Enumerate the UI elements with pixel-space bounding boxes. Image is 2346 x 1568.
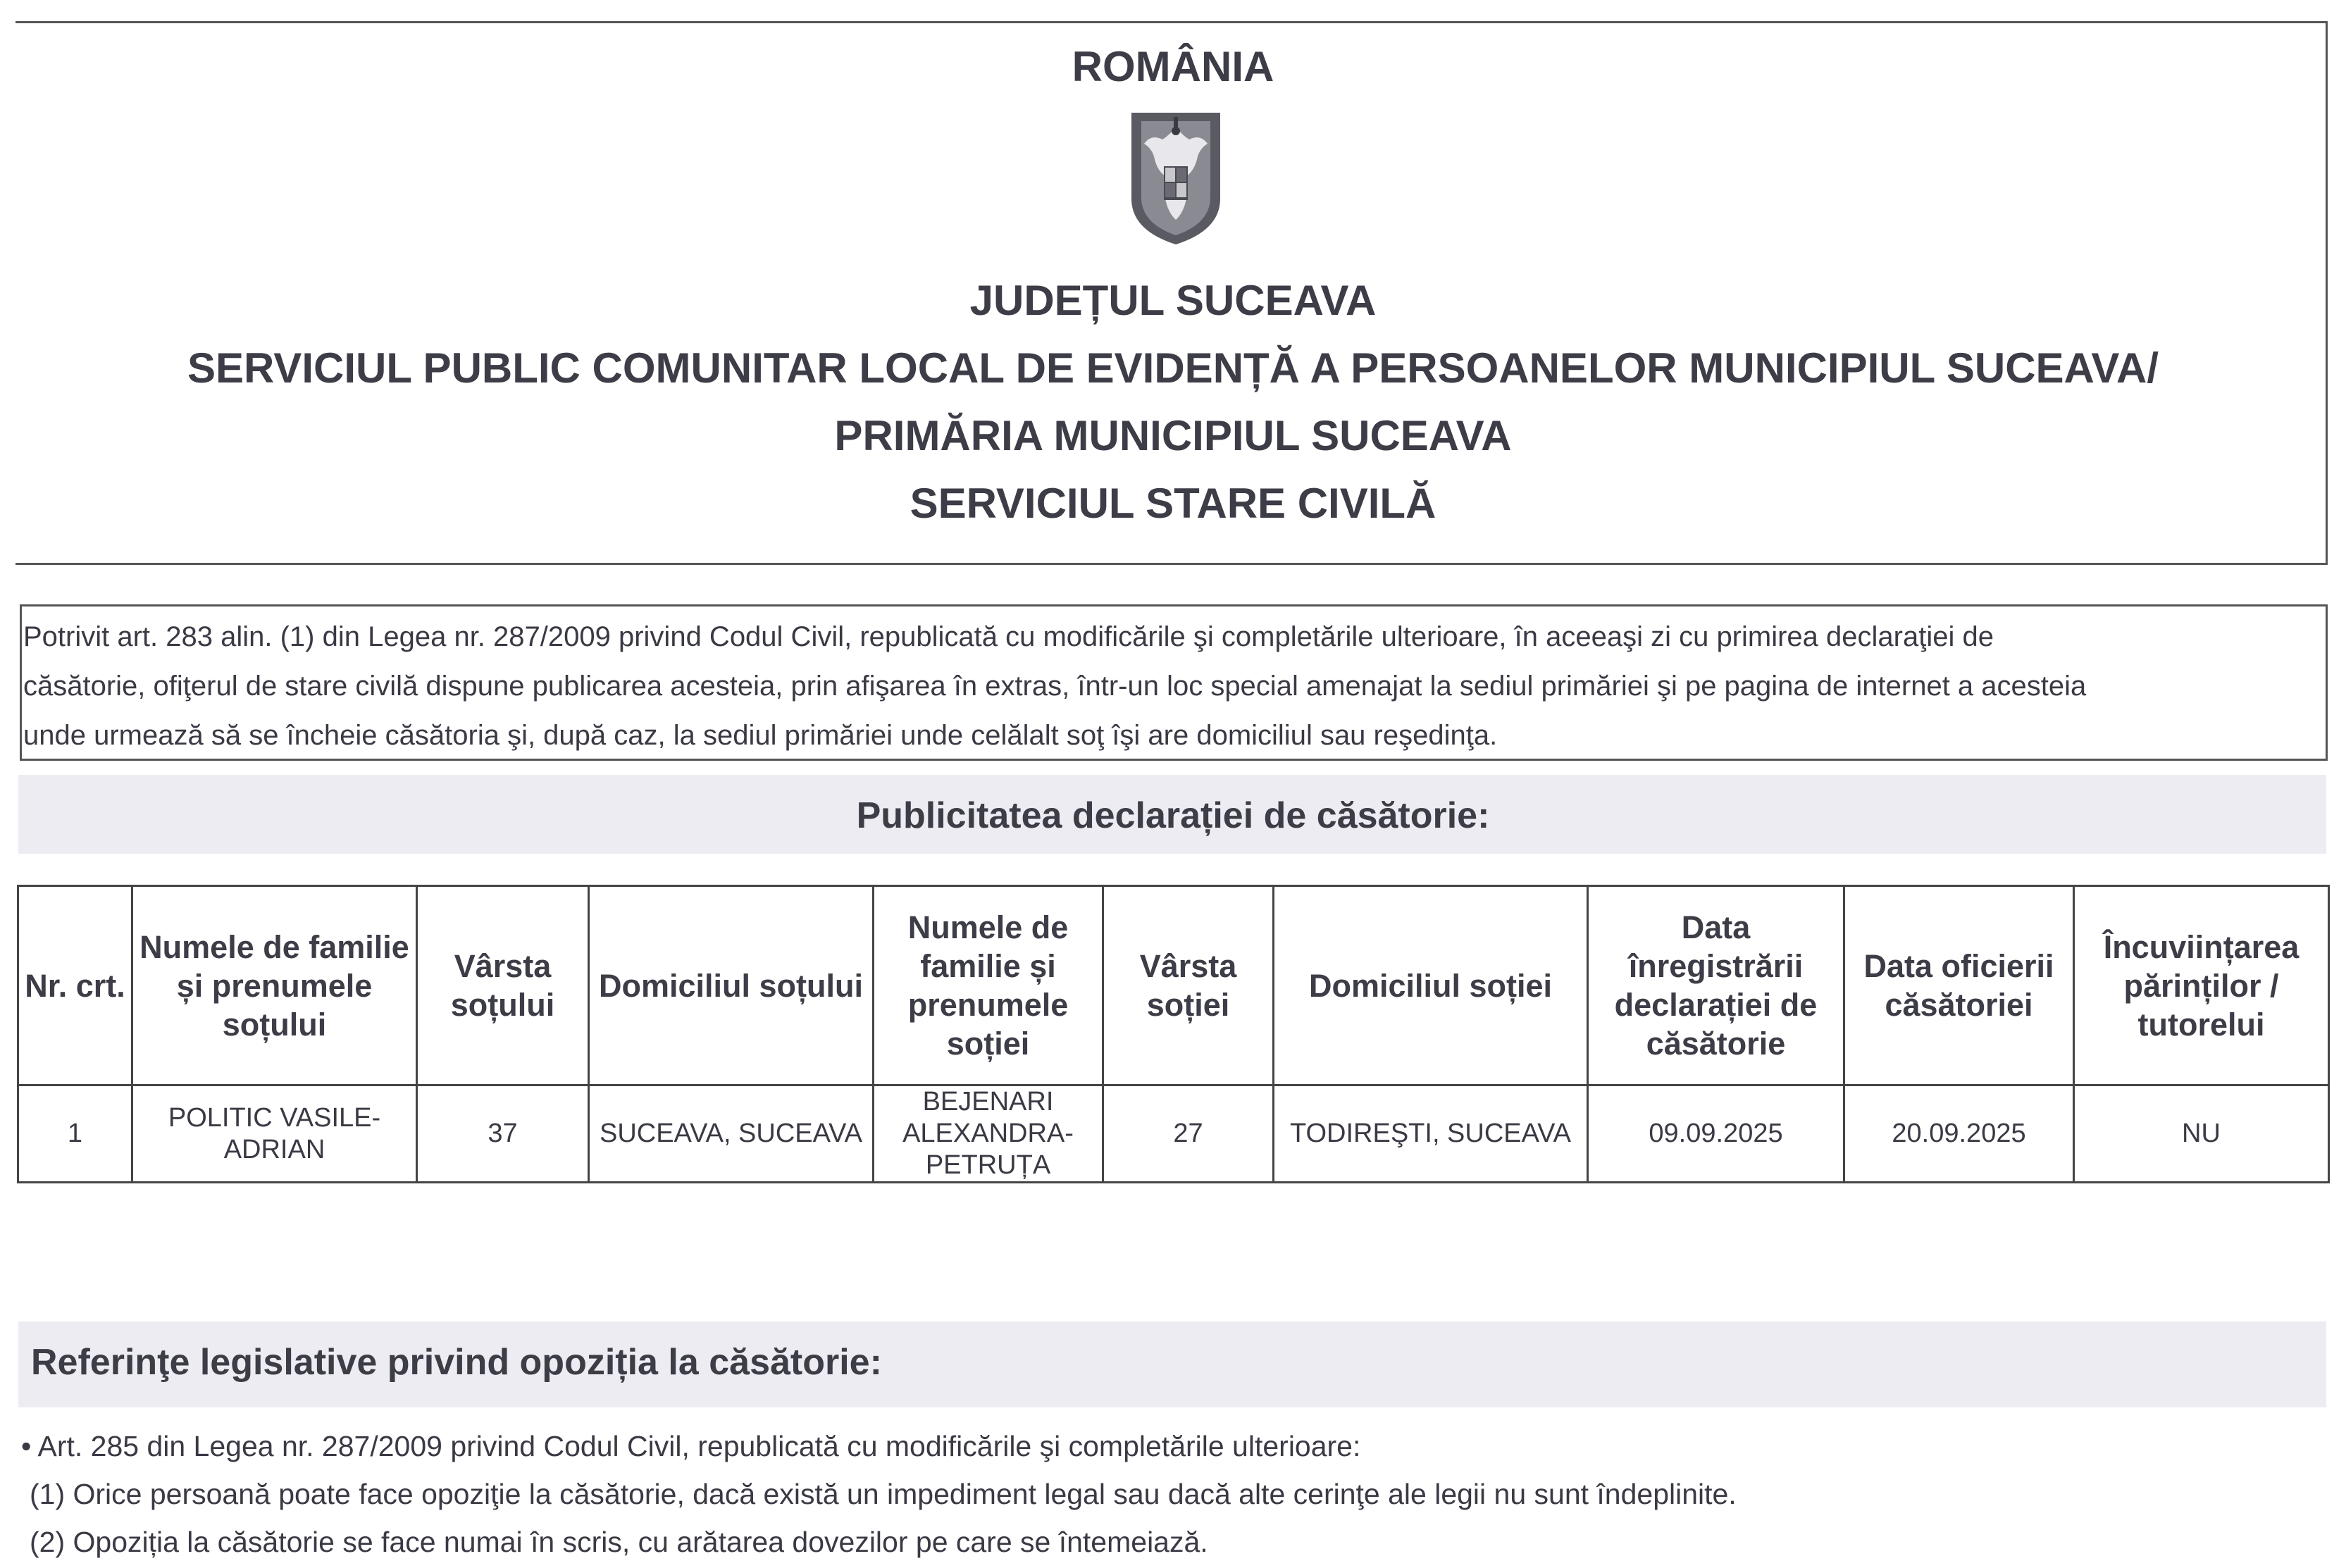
legal-notice: [20, 604, 2328, 761]
cell-wife-name: BEJENARI ALEXANDRA-PETRUȚA: [874, 1085, 1103, 1183]
reference-line-2: (1) Orice persoană poate face opoziţie la căsătorie, dacă există un impediment legal sau dacă alte cerinţe ale legii nu sunt îndeplinite.: [30, 1478, 1737, 1510]
col-registration-date: Data înregistrării declarației de căsătorie: [1588, 886, 1844, 1085]
col-wife-name: Numele de familie și prenumele soției: [874, 886, 1103, 1085]
service-title-line3: SERVICIUL STARE CIVILĂ: [910, 480, 1436, 527]
reference-line-3: (2) Opoziția la căsătorie se face numai în scris, cu arătarea dovezilor pe care se întemeiază.: [30, 1526, 1208, 1558]
col-wife-age: Vârsta soției: [1103, 886, 1274, 1085]
col-wife-address: Domiciliul soției: [1274, 886, 1588, 1085]
cell-ceremony-date: 20.09.2025: [1844, 1085, 2074, 1183]
table-row: [18, 1085, 2329, 1183]
col-nr: Nr. crt.: [18, 886, 132, 1085]
cell-wife-address: TODIREŞTI, SUCEAVA: [1274, 1085, 1588, 1183]
notice-line-1: Potrivit art. 283 alin. (1) din Legea nr. 287/2009 privind Codul Civil, republicată cu modificările şi completările ulterioare, în aceeaşi zi cu primirea declaraţiei de: [23, 621, 1994, 652]
cell-wife-age: 27: [1103, 1085, 1274, 1183]
cell-parental-consent: NU: [2074, 1085, 2329, 1183]
cell-husband-name: POLITIC VASILE-ADRIAN: [132, 1085, 417, 1183]
cell-nr: 1: [18, 1085, 132, 1183]
col-parental-consent: Încuviințarea părinților / tutorelui: [2074, 886, 2329, 1085]
col-husband-age: Vârsta soțului: [417, 886, 589, 1085]
service-title-line1: SERVICIUL PUBLIC COMUNITAR LOCAL DE EVIDENȚĂ A PERSOANELOR MUNICIPIUL SUCEAVA/: [187, 344, 2159, 392]
col-husband-address: Domiciliul soțului: [589, 886, 874, 1085]
county-title: JUDEȚUL SUCEAVA: [969, 277, 1377, 324]
cell-husband-age: 37: [417, 1085, 589, 1183]
cell-registration-date: 09.09.2025: [1588, 1085, 1844, 1183]
country-title: ROMÂNIA: [1072, 43, 1274, 90]
service-title-line2: PRIMĂRIA MUNICIPIUL SUCEAVA: [834, 412, 1512, 459]
col-husband-name: Numele de familie și prenumele soțului: [132, 886, 417, 1085]
notice-line-2: căsătorie, ofiţerul de stare civilă dispune publicarea acesteia, prin afişarea în extras, într-un loc special amenajat la sediul primăriei şi pe pagina de internet a acesteia: [23, 671, 2087, 702]
notice-line-3: unde urmează să se încheie căsătoria şi, după caz, la sediul primăriei unde celălalt soţ îşi are domiciliul sau reşedinţa.: [23, 720, 1498, 751]
reference-line-1: • Art. 285 din Legea nr. 287/2009 privind Codul Civil, republicată cu modificările şi completările ulterioare:: [21, 1430, 1361, 1462]
references-title: Referinţe legislative privind opoziția la căsătorie:: [31, 1342, 882, 1383]
table-header-row: [18, 886, 2329, 1085]
romania-coat-of-arms-icon: [1126, 107, 1226, 248]
cell-husband-address: SUCEAVA, SUCEAVA: [589, 1085, 874, 1183]
publication-title: Publicitatea declarației de căsătorie:: [856, 795, 1490, 836]
marriage-declaration-table: [17, 885, 2330, 1183]
col-ceremony-date: Data oficierii căsătoriei: [1844, 886, 2074, 1085]
